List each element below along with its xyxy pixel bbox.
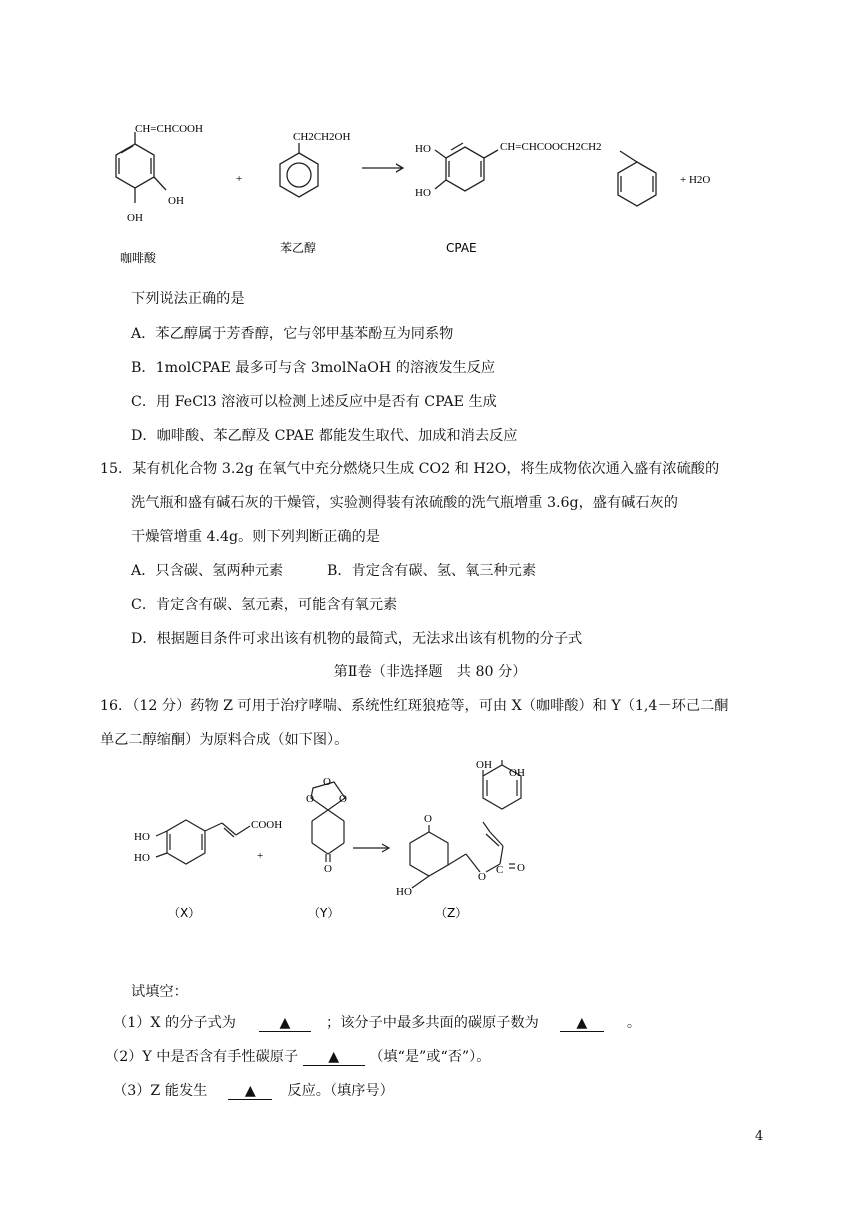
q15-option-c: C．肯定含有碳、氢元素，可能含有氧元素	[131, 597, 398, 613]
q16-part-2	[105, 1048, 490, 1066]
reaction-arrow-1	[362, 164, 403, 172]
x-cooh-text: COOH	[251, 819, 283, 831]
label-y: （Y）	[308, 906, 340, 920]
label-x: （X）	[168, 906, 201, 920]
q14-option-c: C．用 FeCl3 溶液可以检测上述反应中是否有 CPAE 生成	[131, 394, 497, 410]
caffeic-oh-text-2: OH	[127, 212, 143, 224]
q16-part-1	[113, 1014, 641, 1032]
reaction-scheme-z	[0, 760, 860, 940]
q14-prompt: 下列说法正确的是	[131, 291, 245, 307]
z-o-text-1: O	[424, 813, 432, 825]
cpae-chain-text: CH=CHCOOCH2CH2	[500, 141, 602, 153]
reaction-arrow-2	[353, 844, 389, 852]
y-o-text-3: O	[339, 793, 347, 805]
z-o-text-3: O	[517, 862, 525, 874]
label-cpae: CPAE	[446, 241, 477, 255]
cpae-ho-text-1: HO	[415, 143, 431, 155]
q15-stem-line-3: 干燥管增重 4.4g。则下列判断正确的是	[131, 529, 380, 545]
q15-stem-line-2: 洗气瓶和盛有碱石灰的干燥管，实验测得装有浓硫酸的洗气瓶增重 3.6g，盛有碱石灰的	[131, 495, 678, 511]
q16-part-1-blank-2[interactable]: ▲	[560, 1015, 604, 1032]
q15-stem-line-1: 15．某有机化合物 3.2g 在氧气中充分燃烧只生成 CO2 和 H2O，将生成物依次通入盛有浓硫酸的	[100, 461, 720, 477]
phenylethanol-chain-text: CH2CH2OH	[293, 131, 351, 143]
section-2-header: 第Ⅱ卷（非选择题 共 80 分）	[333, 664, 527, 680]
label-z: （Z）	[435, 906, 468, 920]
q16-part-1-end: 。	[626, 1015, 642, 1031]
caffeic-acid-structure	[116, 132, 166, 203]
caffeic-chain-text: CH=CHCOOH	[135, 123, 203, 135]
y-o-text-2: O	[306, 793, 314, 805]
compound-x-structure	[156, 820, 250, 864]
q16-part-2-text-a: （2）Y 中是否含有手性碳原子	[105, 1049, 299, 1065]
q16-part-3-text-a: （3）Z 能发生	[113, 1083, 208, 1099]
x-ho-text-2: HO	[134, 852, 150, 864]
label-caffeic-acid: 咖啡酸	[120, 251, 157, 265]
q14-option-a: A．苯乙醇属于芳香醇，它与邻甲基苯酚互为同系物	[131, 326, 454, 342]
q16-part-1-text-b: ；该分子中最多共面的碳原子数为	[326, 1015, 539, 1031]
q16-stem-line-1: 16．（12 分）药物 Z 可用于治疗哮喘、系统性红斑狼疮等，可由 X（咖啡酸）和 Y（1,4－环己二酮	[100, 698, 729, 714]
q15-option-a: A．只含碳、氢两种元素	[131, 563, 284, 579]
z-o-text-2: O	[478, 871, 486, 883]
q15-option-d: D．根据题目条件可求出该有机物的最简式，无法求出该有机物的分子式	[131, 631, 583, 647]
q16-part-3	[113, 1082, 394, 1100]
q16-part-2-blank[interactable]: ▲	[303, 1049, 365, 1066]
q16-part-1-text-a: （1）X 的分子式为	[113, 1015, 236, 1031]
cpae-ho-text-2: HO	[415, 187, 431, 199]
q16-part-2-text-b: （填“是”或“否”）。	[369, 1049, 491, 1065]
plus-sign-2: +	[257, 850, 264, 862]
q16-part-3-blank[interactable]: ▲	[228, 1083, 272, 1100]
z-oh-text-2: OH	[509, 767, 525, 779]
q16-stem-line-2: 单乙二醇缩酮）为原料合成（如下图）。	[100, 732, 349, 748]
q16-fill-in-label: 试填空：	[131, 984, 188, 1000]
plus-sign-1: +	[236, 173, 243, 185]
z-ho-text: HO	[396, 886, 412, 898]
q14-option-b: B．1molCPAE 最多可与含 3molNaOH 的溶液发生反应	[131, 360, 496, 376]
label-phenylethanol: 苯乙醇	[280, 241, 317, 255]
q14-option-d: D．咖啡酸、苯乙醇及 CPAE 都能发生取代、加成和消去反应	[131, 428, 518, 444]
q15-option-b: B．肯定含有碳、氢、氧三种元素	[327, 563, 537, 579]
water-text: + H2O	[680, 174, 711, 186]
z-oh-text-1: OH	[476, 760, 492, 771]
phenylethanol-structure	[280, 143, 318, 197]
q16-part-3-text-b: 反应。（填序号）	[287, 1083, 394, 1099]
caffeic-oh-text-1: OH	[168, 195, 184, 207]
x-ho-text-1: HO	[134, 831, 150, 843]
page-number: 4	[755, 1129, 764, 1144]
reaction-scheme-cpae	[0, 0, 860, 275]
y-o-text-1: O	[323, 776, 331, 788]
y-o-text-4: O	[324, 863, 332, 875]
q16-part-1-blank-1[interactable]: ▲	[259, 1015, 311, 1032]
z-c-text: C	[496, 864, 504, 876]
